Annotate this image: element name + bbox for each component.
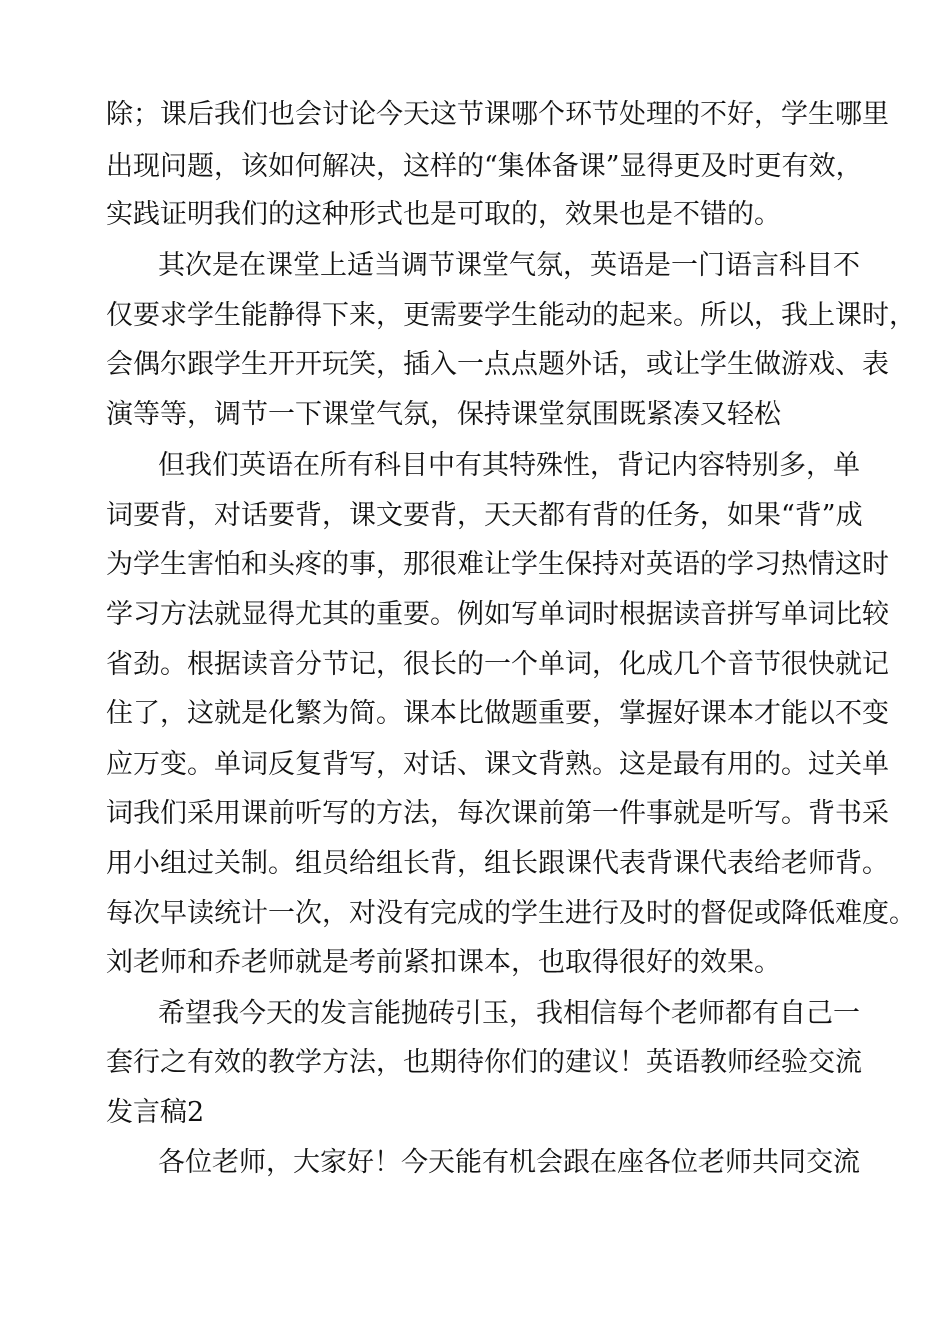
text-line-17: 每次早读统计一次，对没有完成的学生进行及时的督促或降低难度。 <box>106 898 916 929</box>
text-line-22: 各位老师，大家好！今天能有机会跟在座各位老师共同交流 <box>158 1147 860 1178</box>
text-line-20: 套行之有效的教学方法，也期待你们的建议！英语教师经验交流 <box>106 1047 862 1078</box>
text-line-18: 刘老师和乔老师就是考前紧扣课本，也取得很好的效果。 <box>106 947 781 978</box>
text-line-2: 出现问题，该如何解决，这样的“集体备课”显得更及时更有效， <box>106 151 863 182</box>
text-line-10: 为学生害怕和头疼的事，那很难让学生保持对英语的学习热情这时 <box>106 549 889 580</box>
text-line-19: 希望我今天的发言能抛砖引玉，我相信每个老师都有自己一 <box>158 998 860 1029</box>
text-line-14: 应万变。单词反复背写，对话、课文背熟。这是最有用的。过关单 <box>106 749 889 780</box>
text-line-4: 其次是在课堂上适当调节课堂气氛，英语是一门语言科目不 <box>158 250 860 281</box>
text-line-6: 会偶尔跟学生开开玩笑，插入一点点题外话，或让学生做游戏、表 <box>106 349 889 380</box>
text-line-15: 词我们采用课前听写的方法，每次课前第一件事就是听写。背书采 <box>106 798 889 829</box>
text-line-7: 演等等，调节一下课堂气氛，保持课堂氛围既紧凑又轻松 <box>106 399 781 430</box>
text-line-12: 省劲。根据读音分节记，很长的一个单词，化成几个音节很快就记 <box>106 649 889 680</box>
text-line-3: 实践证明我们的这种形式也是可取的，效果也是不错的。 <box>106 199 781 230</box>
text-line-8: 但我们英语在所有科目中有其特殊性，背记内容特别多，单 <box>158 450 860 481</box>
text-line-9: 词要背，对话要背，课文要背，天天都有背的任务，如果“背”成 <box>106 500 863 531</box>
text-line-21: 发言稿2 <box>106 1097 205 1128</box>
text-line-5: 仅要求学生能静得下来，更需要学生能动的起来。所以，我上课时， <box>106 300 916 331</box>
text-line-13: 住了，这就是化繁为简。课本比做题重要，掌握好课本才能以不变 <box>106 698 889 729</box>
text-line-1: 除；课后我们也会讨论今天这节课哪个环节处理的不好，学生哪里 <box>106 99 889 130</box>
text-line-16: 用小组过关制。组员给组长背，组长跟课代表背课代表给老师背。 <box>106 848 889 879</box>
text-line-11: 学习方法就显得尤其的重要。例如写单词时根据读音拼写单词比较 <box>106 599 889 630</box>
